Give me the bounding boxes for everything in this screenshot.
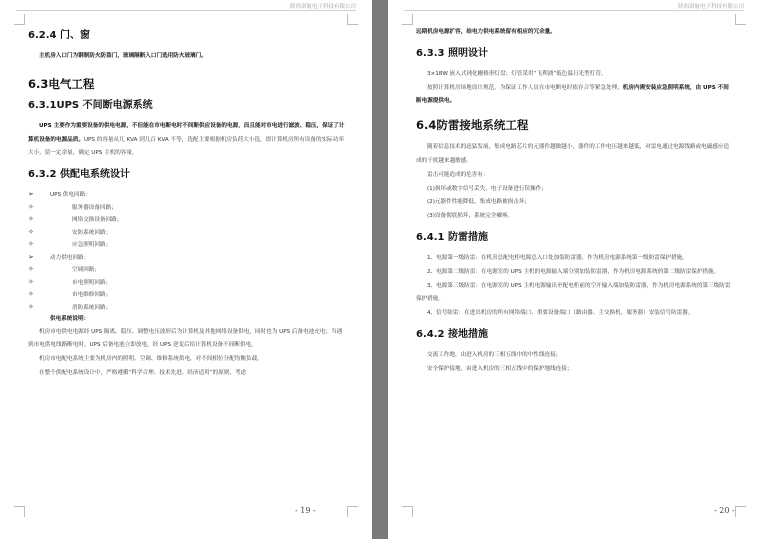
circuit-label: UPS 供电回路： (50, 192, 91, 199)
document-page-left (0, 0, 372, 539)
crop-mark (347, 14, 358, 25)
circuit-subitem (28, 277, 346, 290)
header-rule (16, 10, 356, 11)
paragraph-doors: 主机房入口门为钢制防火防盗门，玻璃隔断入口门选用防火玻璃门。 (39, 53, 207, 59)
paragraph-protection-4: 4、信号防雷：在进出机房的所有网络端口、重要设备端口（路由器、主交换机、服务器）安装信号防雷器。 (427, 310, 694, 317)
heading-6-3: 6.3电气工程 (28, 76, 95, 91)
crop-mark (735, 14, 746, 25)
circuit-subitem (28, 202, 346, 215)
diamond-bullet-icon: ✧ (28, 240, 34, 249)
crop-mark (735, 506, 746, 517)
paragraph-grounding-2: 安全保护接地，由进入机房的三相五线中的保护地线连接； (427, 365, 573, 372)
circuit-group (28, 189, 346, 202)
page-header-text: 陕西诺航电子科技有限公司 (677, 4, 744, 10)
page-header-text: 陕西诺航电子科技有限公司 (289, 4, 356, 10)
circuit-subitem (28, 264, 346, 277)
heading-6-3-2: 6.3.2 供配电系统设计 (28, 169, 130, 181)
diamond-bullet-icon: ✧ (28, 202, 34, 211)
paragraph-lightning-intro: 随着信息技术的迅猛发展，集成电路芯片的元器件越做越小，器件的工作电压越来越低，对雷电通过电源线路或电磁感应造成的干扰越来越敏感。 (416, 144, 730, 164)
supply-notes-title: 供电系统说明： (50, 316, 90, 323)
diamond-bullet-icon: ✧ (28, 227, 34, 236)
crop-mark (14, 506, 25, 517)
circuit-subitem (28, 214, 346, 227)
circuit-label: 应急照明回路； (72, 242, 112, 249)
paragraph-ups (28, 120, 346, 161)
crop-mark (14, 14, 25, 25)
heading-6-4-1: 6.4.1 防雷措施 (416, 231, 488, 243)
heading-6-3-1: 6.3.1UPS 不间断电源系统 (28, 99, 153, 111)
crop-mark (347, 506, 358, 517)
header-rule (404, 10, 744, 11)
paragraph-protection-1: 1、电源第一级防雷：在机房总配电柜电源总入口处加装防雷器，作为机房电源系统第一级防雷保护措施。 (427, 254, 688, 261)
paragraph-supply-3: 在整个供配电系统设计中，严格遵循“科学合理、技术先进、经济适用”的原则，考虑 (39, 370, 247, 377)
heading-6-2-4: 6.2.4 门、窗 (28, 30, 90, 41)
crop-mark (402, 506, 413, 517)
paragraph-grounding-1: 交流工作地，由进入机房的三相五线中的中性线连接； (427, 351, 562, 358)
arrow-bullet-icon: ➢ (28, 252, 34, 261)
circuit-label: 服务器设备回路； (72, 204, 117, 211)
hazard-item-2: (2)元器件性能降低，集成电路被损击坏； (427, 199, 531, 206)
paragraph-continued: 远期机房电源扩容，给电力供电系统留有相应的冗余量。 (416, 29, 556, 35)
page-number: - 19 - (295, 506, 316, 515)
paragraph-protection-3: 3、电源第三级防雷：在电源室的 UPS 主机电源输出至配电柜前的空开输入端加装防雷器，作为机房电源系统的第三级防雷保护措施。 (416, 282, 731, 303)
hazard-item-1: (1)损坏或数字信号丢失，电子设备进行误操作； (427, 185, 547, 192)
diamond-bullet-icon: ✧ (28, 265, 34, 274)
crop-mark (402, 14, 413, 25)
paragraph-lighting-2: 按照计算机房场地设计规范，为保证工作人员在市电断电时依存合等紧急处理，机房内需安装应急照明系统，由 UPS 不间断电源提供电。 (416, 84, 729, 105)
diamond-bullet-icon: ✧ (28, 290, 34, 299)
diamond-bullet-icon: ✧ (28, 302, 34, 311)
circuit-list (28, 189, 346, 314)
circuit-label: 安防系统回路； (72, 229, 112, 236)
circuit-label: 消防系统回路； (72, 304, 112, 311)
page-body (416, 26, 734, 377)
heading-6-3-3: 6.3.3 照明设计 (416, 47, 488, 59)
paragraph-protection-2: 2、电源第二级防雷：在电源室的 UPS 主机的电源输入端分别加装防雷器，作为机房电源系统的第二级防雷保护措施。 (427, 268, 720, 275)
paragraph-supply-1: 机房市电供电电源经 UPS 隔离、稳压、调整电压波形后为计算机及其他网络设备供电，同时也为 UPS 后备电池充电；当遇到市电供电线路断电时，UPS 后备电池立即放电，经 UPS 逆变后给计算机设备不间断供电。 (28, 328, 343, 349)
diamond-bullet-icon: ✧ (28, 277, 34, 286)
circuit-label: 网络交换设备回路； (72, 217, 123, 224)
paragraph-ups-rest: UPS 的容量从几 KVA 到几百 KVA 不等，选配主要根据机房负荷大小选，即计算机房所有设备的实际功率大小，留一定余量，确定 UPS 主机的容量。 (28, 136, 344, 157)
paragraph-lightning-hazards: 雷击可能造成的危害有： (427, 171, 489, 178)
arrow-bullet-icon: ➢ (28, 190, 34, 199)
paragraph-lighting-1: 3×18W 嵌入式钝化栅格形灯盘；灯管采用“飞利浦”低色温日光型灯管。 (427, 70, 607, 77)
circuit-subitem (28, 289, 346, 302)
diamond-bullet-icon: ✧ (28, 215, 34, 224)
circuit-label: 市电照明回路； (72, 279, 112, 286)
circuit-subitem (28, 302, 346, 315)
paragraph-ups-bold: UPS 主要作为重要设备的供电电源，不但能在市电断电时不间断供应设备的电源，而且能对市电进行滤波、稳压，保证了计算机设备的电源品质。 (28, 122, 345, 143)
circuit-subitem (28, 227, 346, 240)
heading-6-4-2: 6.4.2 接地措施 (416, 328, 488, 340)
hazard-item-3: (3)设备彻底损坏，系统完全瘫痪。 (427, 213, 514, 220)
circuit-group (28, 252, 346, 265)
heading-6-4: 6.4防雷接地系统工程 (416, 118, 529, 133)
circuit-label: 空调回路； (72, 267, 100, 274)
document-page-right (388, 0, 760, 539)
circuit-label: 动力供电回路： (50, 254, 90, 261)
circuit-label: 市电维修回路； (72, 292, 112, 299)
page-number: - 20 - (714, 506, 735, 515)
page-body (28, 26, 346, 381)
page-gutter (372, 0, 388, 539)
paragraph-supply-2: 机房市电配电系统主要为机房内的照明、空调、维修系统供电，对不间相位分配均衡负载。 (39, 356, 263, 363)
circuit-subitem (28, 239, 346, 252)
